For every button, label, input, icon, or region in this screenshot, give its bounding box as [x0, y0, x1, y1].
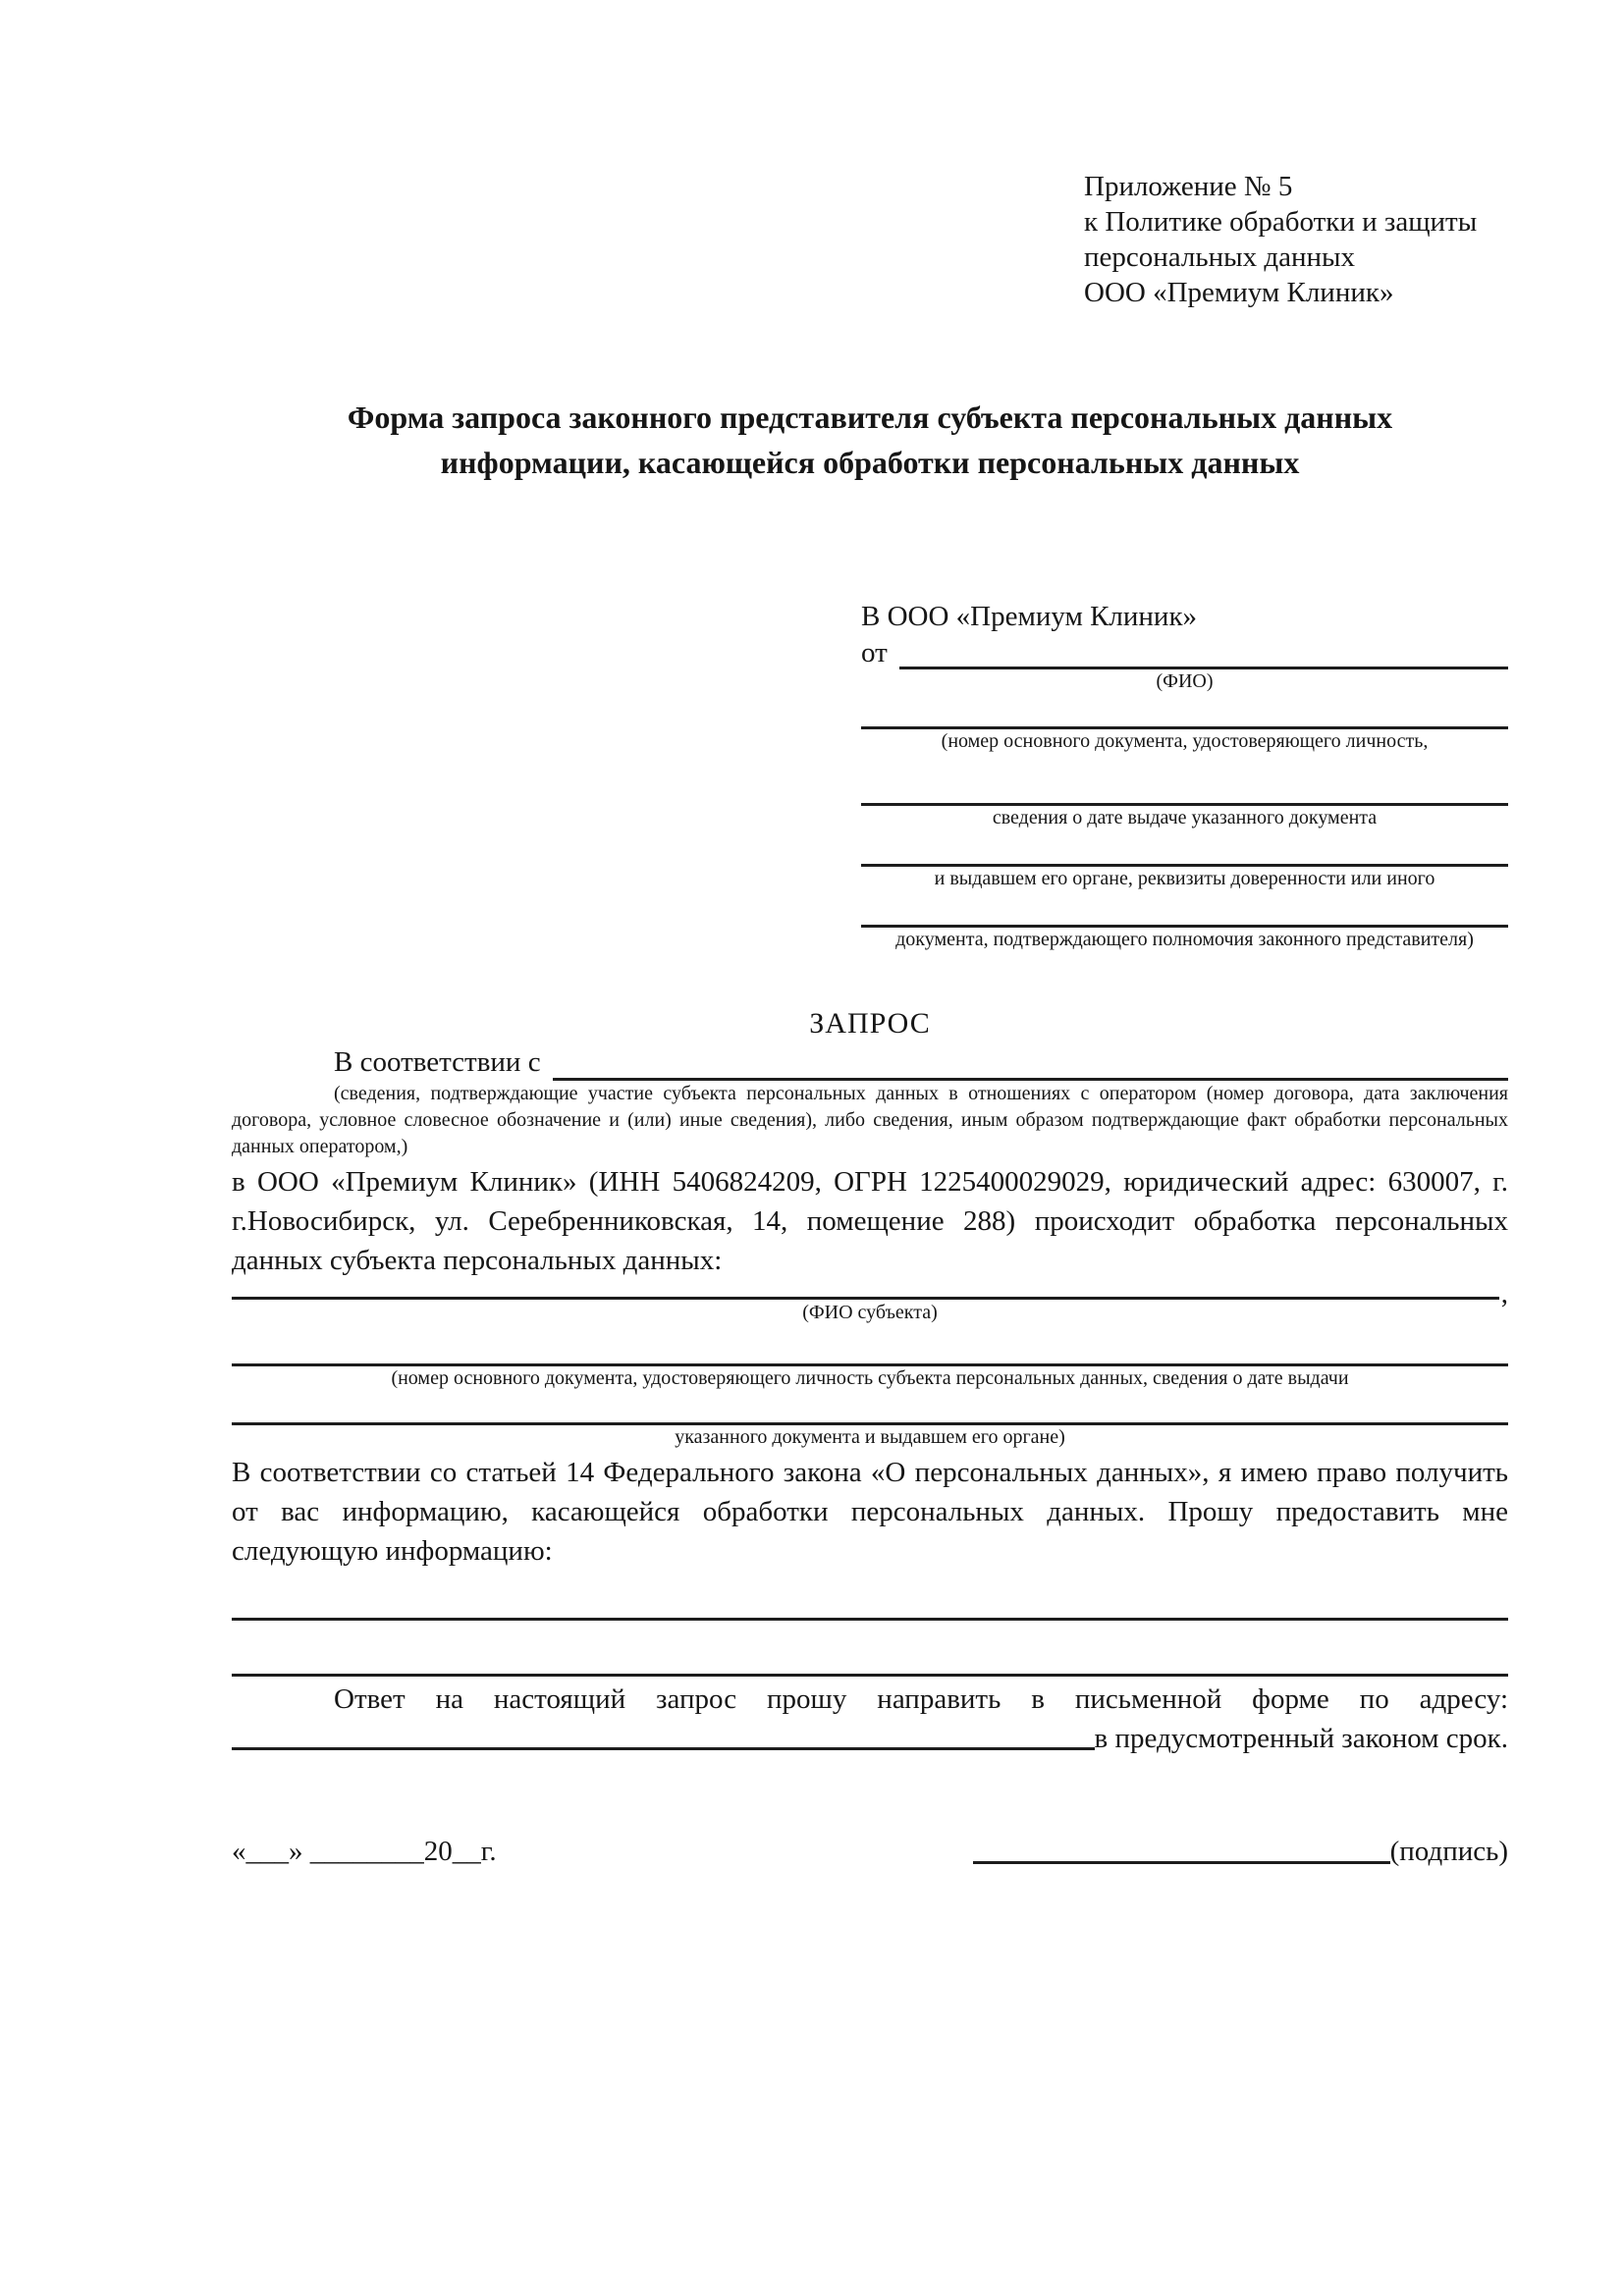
subject-doc-caption: указанного документа и выдавшем его органе) [675, 1426, 1065, 1448]
addressee-block [861, 597, 1508, 951]
law-paragraph: В соответствии со статьей 14 Федерального закона «О персональных данных», я имею право получить от вас информацию, касающейся обработки персональных данных. Прошу предоставить мне следующую информацию: [232, 1457, 1508, 1567]
annex-line: Приложение № 5 [1084, 171, 1293, 202]
doc-caption: документа, подтверждающего полномочия законного представителя) [895, 929, 1474, 950]
signature-blank-line [973, 1861, 1390, 1864]
doc-blank-line [861, 829, 1508, 867]
answer-tail: в предусмотренный законом срок. [1094, 1723, 1508, 1754]
intro-row [232, 1043, 1508, 1081]
info-blank-line [232, 1621, 1508, 1677]
request-heading: ЗАПРОС [809, 1007, 931, 1040]
annex-line: ООО «Премиум Клиник» [1084, 277, 1394, 308]
subject-doc-blank-line [232, 1390, 1508, 1425]
document-title [232, 395, 1508, 485]
date-line: «___» ________20__г. [232, 1836, 497, 1867]
info-blank-line [232, 1571, 1508, 1621]
answer-address-row [232, 1719, 1508, 1758]
signature-row [232, 1832, 1508, 1871]
doc-caption: (номер основного документа, удостоверяющего личность, [941, 730, 1429, 752]
doc-caption: и выдавшем его органе, реквизиты доверенности или иного [934, 868, 1435, 889]
operator-paragraph: в ООО «Премиум Клиник» (ИНН 5406824209, ОГРН 1225400029029, юридический адрес: 630007, г. г.Новосибирск, ул. Серебренниковская, 14, помещение 288) происходит обработка персональных данных субъекта персональных данных: [232, 1166, 1508, 1276]
trailing-comma: , [1500, 1278, 1508, 1309]
doc-blank-line [861, 890, 1508, 928]
signature-caption: (подпись) [1389, 1836, 1508, 1867]
subject-fio-row [232, 1278, 1508, 1309]
intro-prefix: В соответствии с [334, 1046, 541, 1078]
annex-line: к Политике обработки и защиты [1084, 206, 1478, 238]
addressee-org: В ООО «Премиум Клиник» [861, 601, 1198, 632]
signature-area [973, 1832, 1508, 1871]
doc-caption: сведения о дате выдаче указанного документа [992, 807, 1378, 828]
answer-paragraph: Ответ на настоящий запрос прошу направить в письменной форме по адресу: [334, 1683, 1508, 1715]
annex-note [1084, 0, 1508, 310]
doc-blank-line [861, 753, 1508, 806]
document-content [232, 0, 1508, 1871]
annex-line: персональных данных [1084, 241, 1356, 273]
document-title-line: информации, касающейся обработки персональных данных [440, 445, 1300, 480]
from-row [861, 636, 1508, 669]
document-title-line: Форма запроса законного представителя субъекта персональных данных [347, 400, 1393, 435]
from-label: от [861, 637, 888, 668]
fio-caption: (ФИО) [1156, 670, 1214, 692]
subject-doc-caption: (номер основного документа, удостоверяющего личность субъекта персональных данных, сведения о дате выдачи [391, 1367, 1349, 1389]
doc-blank-line [861, 693, 1508, 729]
subject-doc-blank-line [232, 1325, 1508, 1366]
subject-fio-caption: (ФИО субъекта) [802, 1302, 938, 1323]
address-blank-line [232, 1747, 1095, 1750]
intro-caption: (сведения, подтверждающие участие субъекта персональных данных в отношениях с оператором (номер договора, дата заключения договора, условное словесное обозначение и (или) иные сведения), либо сведения, иным образом подтверждающие факт обработки персональных данных оператором,) [232, 1083, 1508, 1157]
